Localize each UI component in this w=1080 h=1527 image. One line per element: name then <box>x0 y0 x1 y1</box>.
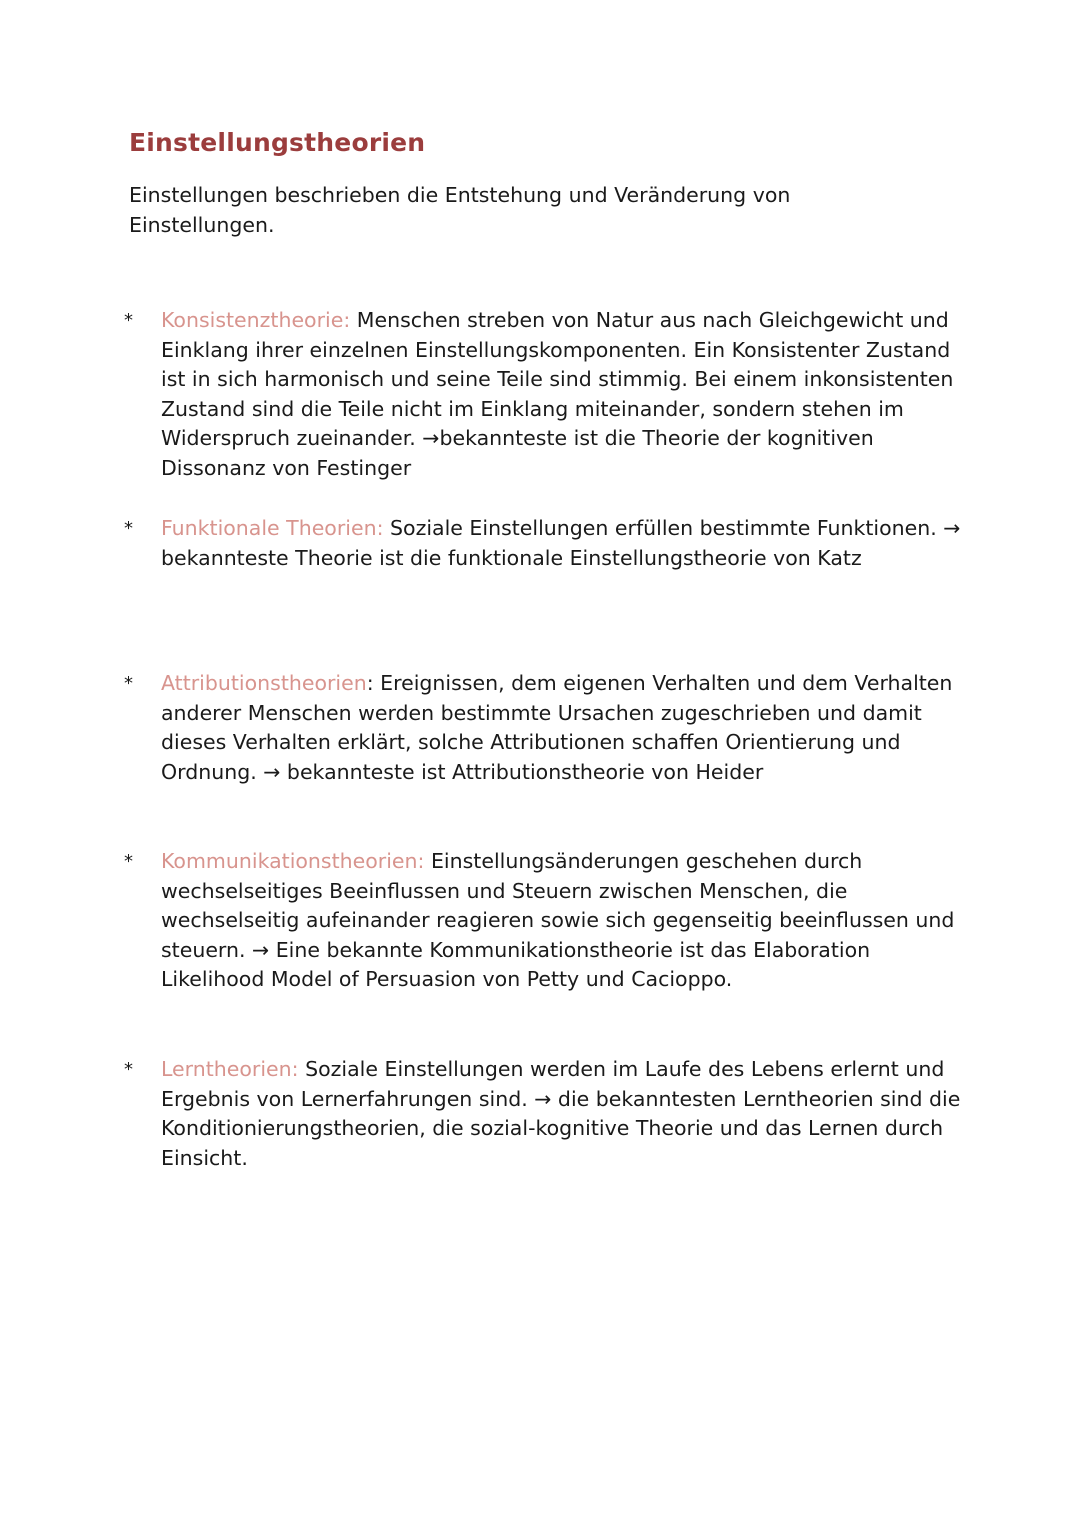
theory-term: Konsistenztheorie: <box>161 308 351 332</box>
bullet-marker: * <box>124 851 133 872</box>
theory-text <box>161 1055 961 1173</box>
theory-term: Lerntheorien: <box>161 1057 299 1081</box>
page-title: Einstellungstheorien <box>129 128 426 157</box>
bullet-marker: * <box>124 673 133 694</box>
theory-text <box>161 306 961 484</box>
bullet-marker: * <box>124 518 133 539</box>
theory-description: Soziale Einstellungen erfüllen bestimmte Funktionen. → bekannteste Theorie ist die funktionale Einstellungstheorie von Katz <box>161 516 961 570</box>
theory-text <box>161 847 961 995</box>
theory-description: Soziale Einstellungen werden im Laufe des Lebens erlernt und Ergebnis von Lernerfahrungen sind. → die bekanntesten Lerntheorien sind die Konditionierungstheorien, die sozial-kognitive Theorie und das Lernen durch Einsicht. <box>161 1057 961 1170</box>
theory-description: Einstellungsänderungen geschehen durch wechselseitiges Beeinflussen und Steuern zwischen Menschen, die wechselseitig aufeinander reagieren sowie sich gegenseitig beeinflussen und steuern. → Eine bekannte Kommunikationstheorie ist das Elaboration Likelihood Model of Persuasion von Petty und Cacioppo. <box>161 849 955 992</box>
theory-text <box>161 514 961 573</box>
bullet-marker: * <box>124 310 133 331</box>
bullet-marker: * <box>124 1059 133 1080</box>
theory-term: Kommunikationstheorien: <box>161 849 425 873</box>
theory-description: Menschen streben von Natur aus nach Gleichgewicht und Einklang ihrer einzelnen Einstellungskomponenten. Ein Konsistenter Zustand ist in sich harmonisch und seine Teile sind stimmig. Bei einem inkonsistenten Zustand sind die Teile nicht im Einklang miteinander, sondern stehen im Widerspruch zueinander. →bekannteste ist die Theorie der kognitiven Dissonanz von Festinger <box>161 308 954 480</box>
theory-term: Funktionale Theorien: <box>161 516 384 540</box>
intro-paragraph: Einstellungen beschrieben die Entstehung und Veränderung von Einstellungen. <box>129 183 791 237</box>
theory-term: Attributionstheorien <box>161 671 367 695</box>
theory-description: : Ereignissen, dem eigenen Verhalten und dem Verhalten anderer Menschen werden bestimmte Ursachen zugeschrieben und damit dieses Verhalten erklärt, solche Attributionen schaffen Orientierung und Ordnung. → bekannteste ist Attributionstheorie von Heider <box>161 671 953 784</box>
theory-text <box>161 669 961 787</box>
